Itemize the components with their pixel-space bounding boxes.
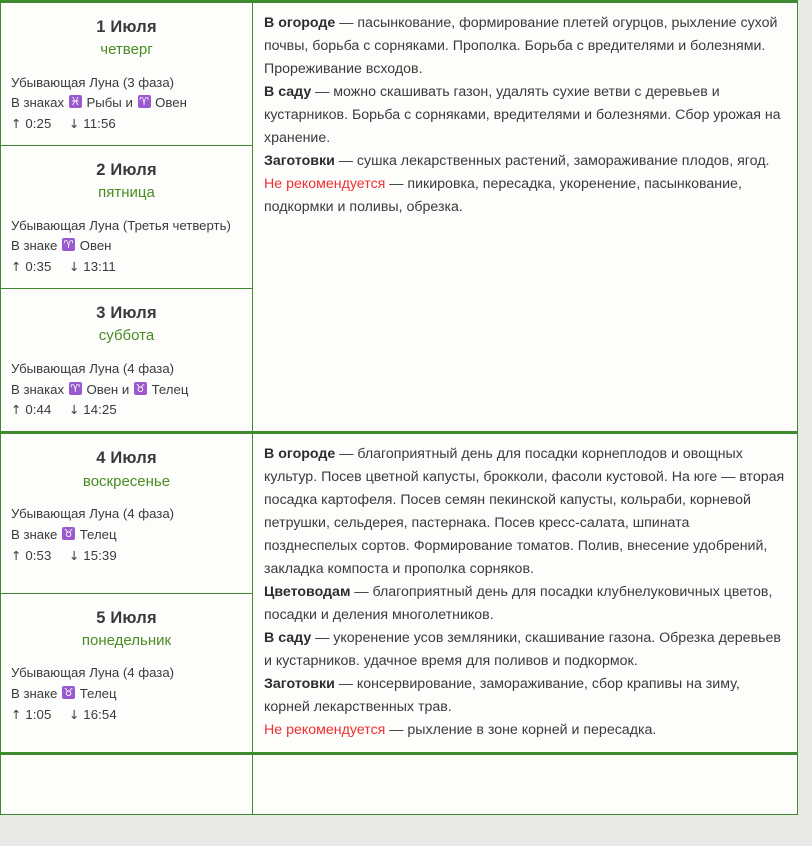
moonset-arrow-icon: ↓ — [68, 402, 80, 418]
advice-dash: — — [350, 584, 373, 601]
moonrise-arrow-icon: ↑ — [11, 547, 22, 563]
moonset-time: 15:39 — [83, 547, 117, 563]
moonset-arrow-icon: ↓ — [68, 707, 80, 723]
sign-conjunction: и — [125, 95, 133, 111]
advice-heading: В огороде — [264, 15, 336, 31]
advice-heading: Цветоводам — [264, 584, 351, 601]
sign-name: Телец — [79, 526, 117, 542]
day-cell-1[interactable] — [1, 2, 253, 146]
advice-cell-group-1 — [253, 2, 798, 433]
moon-phase: Убывающая Луна (4 фаза) — [11, 505, 175, 521]
moon-signs — [11, 236, 242, 257]
advice-heading-not-recommended: Не рекомендуется — [264, 722, 386, 739]
moon-phase: Убывающая Луна (3 фаза) — [11, 74, 175, 90]
day-weekday: понедельник — [81, 632, 172, 650]
moon-signs — [11, 684, 242, 705]
advice-body: укоренение усов земляники, скашивание газона. Обрезка деревьев и кустарников. удачное время для поливов и подкормок. — [264, 630, 781, 670]
sign-name: Овен — [79, 238, 112, 254]
sign-prefix: В знаке — [11, 526, 58, 542]
moonrise-time: 0:53 — [25, 547, 52, 563]
moonset-arrow-icon: ↓ — [68, 259, 80, 275]
moonrise-time: 0:44 — [25, 402, 52, 418]
moonset-time: 13:11 — [83, 259, 116, 275]
advice-body: пасынкование, формирование плетей огурцов, рыхление сухой почвы, борьба с сорняками. Прополка. Борьба с вредителями и болезнями. Прореживание всходов. — [264, 15, 778, 77]
advice-heading-not-recommended: Не рекомендуется — [264, 176, 386, 192]
advice-body: сушка лекарственных растений, замораживание плодов, ягод. — [356, 153, 770, 169]
advice-body: благоприятный день для посадки корнеплодов и овощных культур. Посев цветной капусты, брокколи, фасоли кустовой. На юге — вторая посадка картофеля. Посев семян пекинской капусты, кольраби, корневой петрушки, сельдерея, пастернака. Посев кресс-салата, шпината позднеспелых сортов. Формирование томатов. Полив, внесение удобрений, закладка компоста и прополка сорняков. — [264, 446, 785, 578]
calendar-body — [1, 2, 798, 815]
zodiac-pisces-icon: ♓ — [70, 95, 81, 109]
moon-times — [11, 114, 242, 135]
zodiac-taurus-icon: ♉ — [135, 381, 146, 395]
moonrise-time: 0:35 — [25, 259, 52, 275]
advice-dash: — — [311, 630, 334, 647]
moon-signs — [11, 525, 242, 546]
advice-body: можно скашивать газон, удалять сухие ветви с деревьев и кустарников. Борьба с сорняками, вредителями и болезнями. Сбор урожая на хранение. — [264, 84, 781, 146]
moon-phase: Убывающая Луна (4 фаза) — [11, 360, 175, 376]
day-weekday: четверг — [100, 41, 153, 59]
table-row — [1, 2, 798, 146]
zodiac-taurus-icon: ♉ — [63, 526, 74, 540]
sign-name: Телец — [151, 381, 189, 397]
advice-text-group-2 — [264, 443, 785, 742]
moon-phase: Убывающая Луна (4 фаза) — [11, 665, 175, 681]
zodiac-aries-icon: ♈ — [139, 95, 149, 109]
advice-dash: — — [335, 15, 358, 31]
sign-prefix: В знаке — [11, 686, 58, 702]
advice-heading: Заготовки — [264, 153, 335, 169]
zodiac-aries-icon: ♈ — [70, 381, 81, 395]
advice-heading: Заготовки — [264, 676, 335, 693]
sign-prefix: В знаках — [11, 95, 65, 111]
day-info — [11, 216, 242, 279]
sign-name: Овен — [155, 95, 187, 111]
scrollbar-gutter[interactable] — [798, 0, 812, 846]
moon-times — [11, 400, 242, 421]
advice-body: благоприятный день для посадки клубнелуковичных цветов, посадки и деления многолетников. — [264, 584, 773, 624]
moon-times — [11, 546, 242, 567]
moonset-arrow-icon: ↓ — [68, 547, 80, 563]
zodiac-taurus-icon: ♉ — [63, 686, 74, 700]
day-date: 4 Июля — [96, 449, 157, 468]
sign-prefix: В знаке — [11, 238, 58, 254]
moon-phase: Убывающая Луна (Третья четверть) — [11, 217, 231, 233]
moon-signs — [11, 93, 242, 114]
sign-name: Рыбы — [86, 95, 122, 111]
advice-dash: — — [334, 153, 357, 169]
moonrise-arrow-icon: ↑ — [11, 402, 22, 418]
day-cell-3[interactable] — [1, 289, 253, 433]
advice-heading: В саду — [264, 630, 312, 647]
advice-dash: — — [334, 676, 357, 693]
sign-conjunction: и — [121, 381, 130, 397]
moon-times — [11, 257, 242, 278]
advice-cell-group-2 — [253, 433, 798, 754]
day-date: 5 Июля — [96, 608, 157, 627]
table-row — [1, 433, 798, 594]
advice-body: консервирование, замораживание, сбор крапивы на зиму, корней лекарственных трав. — [264, 676, 740, 716]
moonrise-arrow-icon: ↑ — [11, 116, 22, 132]
advice-dash: — — [385, 176, 408, 192]
moonrise-time: 1:05 — [25, 707, 52, 723]
day-date: 1 Июля — [96, 18, 157, 36]
moon-signs — [11, 380, 242, 401]
moonset-time: 14:25 — [83, 402, 117, 418]
moonrise-arrow-icon: ↑ — [11, 707, 22, 723]
moonset-time: 11:56 — [83, 116, 116, 132]
table-row — [1, 754, 798, 815]
day-cell-5[interactable] — [1, 593, 253, 754]
day-weekday: суббота — [98, 327, 155, 345]
sign-name: Телец — [79, 686, 117, 702]
advice-dash: — — [311, 84, 334, 100]
advice-body: пикировка, пересадка, укоренение, пасынкование, подкормки и поливы, обрезка. — [264, 176, 742, 215]
sign-name: Овен — [86, 381, 119, 397]
moonset-time: 16:54 — [83, 707, 117, 723]
day-cell-4[interactable] — [1, 433, 253, 594]
day-info — [11, 359, 242, 422]
advice-heading: В огороде — [264, 446, 336, 463]
day-info — [11, 73, 242, 136]
advice-text-group-1 — [264, 12, 785, 219]
advice-dash: — — [385, 722, 408, 739]
day-weekday: пятница — [98, 184, 155, 202]
day-cell-next[interactable] — [1, 754, 253, 815]
moonset-arrow-icon: ↓ — [68, 116, 80, 132]
advice-body: рыхление в зоне корней и пересадка. — [407, 722, 657, 739]
sign-prefix: В знаках — [11, 381, 65, 397]
day-weekday: воскресенье — [82, 472, 171, 490]
day-date: 3 Июля — [96, 304, 157, 323]
advice-dash: — — [335, 446, 358, 463]
zodiac-aries-icon: ♈ — [63, 238, 74, 252]
day-info — [11, 504, 242, 567]
moonrise-arrow-icon: ↑ — [11, 259, 22, 275]
advice-cell-next — [253, 754, 798, 815]
moonrise-time: 0:25 — [25, 116, 52, 132]
day-cell-2[interactable] — [1, 146, 253, 289]
day-date: 2 Июля — [96, 161, 157, 180]
moon-times — [11, 705, 242, 726]
day-info — [11, 663, 242, 726]
advice-heading: В саду — [264, 84, 312, 100]
